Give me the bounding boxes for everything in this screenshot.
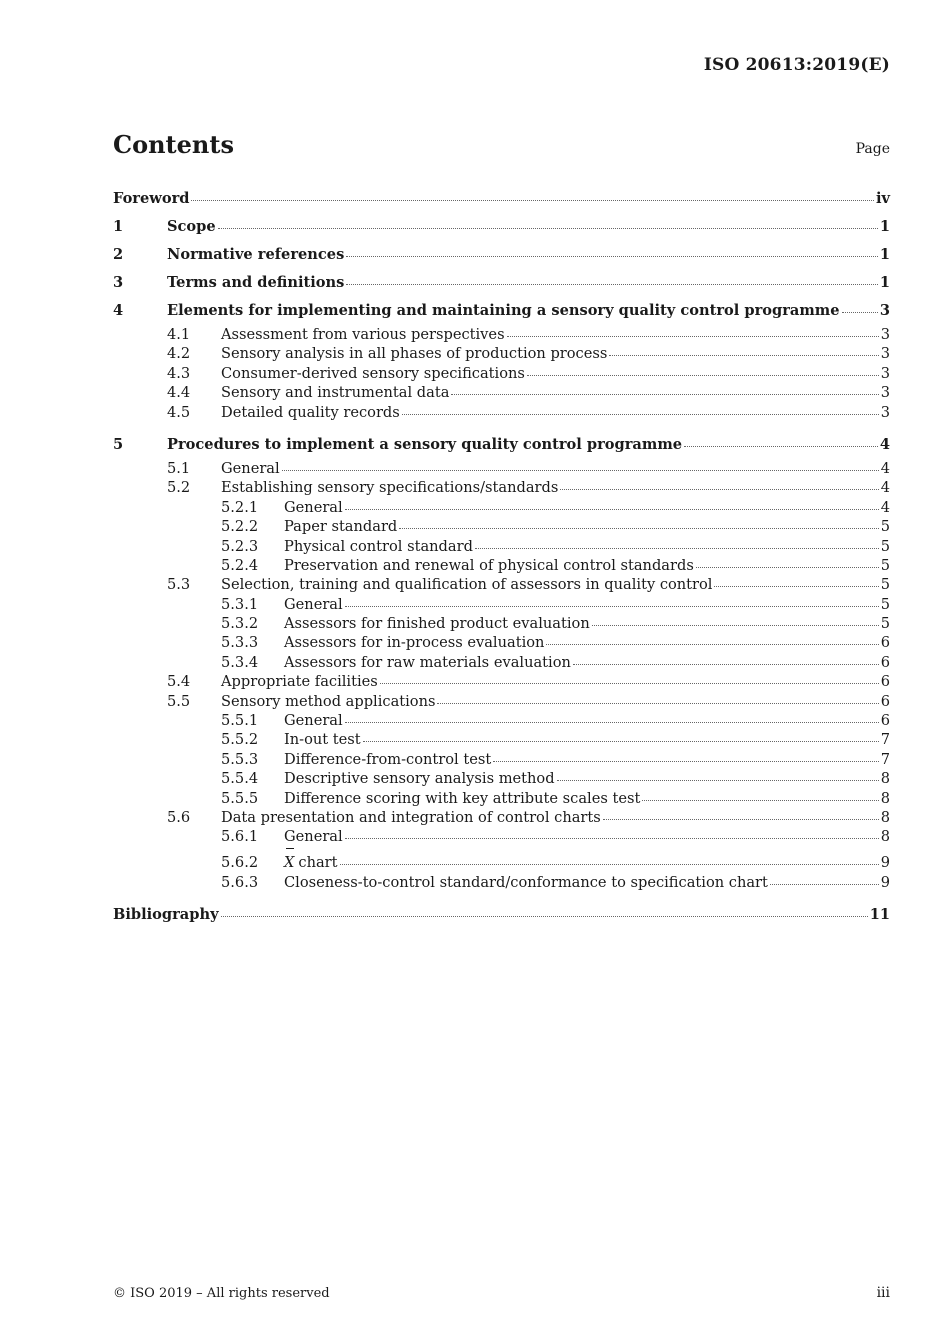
toc-entry[interactable] [113, 847, 890, 873]
toc-entry-page: 11 [869, 906, 890, 924]
dot-leader [573, 664, 879, 665]
toc-entry-title: Sensory and instrumental data [221, 384, 450, 402]
dot-leader [642, 800, 878, 801]
toc-entry-page: 3 [880, 384, 890, 402]
toc-entry-number: 5.2.4 [221, 556, 259, 574]
toc-entry-title: Terms and definitions [167, 274, 345, 291]
dot-leader [402, 414, 879, 415]
toc-entry-number: 5.2.2 [221, 518, 259, 536]
toc-entry[interactable] [113, 537, 890, 556]
toc-entry-number: 5.4 [167, 673, 191, 691]
toc-entry-page: 6 [880, 692, 890, 710]
page-number: iii [876, 1285, 890, 1301]
toc-entry[interactable] [113, 827, 890, 846]
toc-entry-number: 4.5 [167, 403, 191, 421]
dot-leader [345, 509, 879, 510]
dot-leader [546, 644, 878, 645]
toc-entry[interactable] [113, 431, 890, 459]
toc-entry-title: Establishing sensory specifications/standards [221, 479, 559, 497]
toc-entry[interactable] [113, 595, 890, 614]
toc-entry[interactable] [113, 653, 890, 672]
toc-entry-page: 5 [880, 537, 890, 555]
toc-entry-title: General [284, 828, 343, 846]
toc-entry-number: 5.3 [167, 576, 191, 594]
toc-entry-number: 5.3.2 [221, 615, 259, 633]
toc-entry-page: 4 [880, 498, 890, 516]
toc-entry-page: 5 [880, 595, 890, 613]
toc-entry-title: General [221, 459, 280, 477]
toc-entry-number: 4 [113, 302, 124, 319]
toc-entry-page: 5 [880, 556, 890, 574]
dot-leader [363, 741, 879, 742]
toc-entry-number: 3 [113, 274, 124, 291]
toc-entry-page: 8 [880, 789, 890, 807]
dot-leader [451, 394, 878, 395]
toc-entry[interactable] [113, 692, 890, 711]
toc-entry-number: 5.2 [167, 479, 191, 497]
toc-entry-number: 5.5.2 [221, 731, 259, 749]
dot-leader [437, 703, 878, 704]
toc-entry-title: Assessors for in-process evaluation [284, 634, 545, 652]
toc-entry[interactable] [113, 901, 890, 929]
toc-entry-title: Foreword [113, 190, 190, 207]
toc-entry-page: 8 [880, 770, 890, 788]
dot-leader [714, 586, 878, 587]
toc-entry-number: 5.1 [167, 459, 191, 477]
toc-entry-number: 5.6.1 [221, 828, 259, 846]
toc-entry[interactable] [113, 711, 890, 730]
dot-leader [696, 567, 879, 568]
toc-entry-title: Appropriate facilities [221, 673, 378, 691]
toc-entry[interactable] [113, 297, 890, 325]
toc-entry-page: 4 [880, 459, 890, 477]
toc-entry-page: 5 [880, 518, 890, 536]
toc-entry[interactable] [113, 517, 890, 536]
table-of-contents [113, 185, 890, 929]
dot-leader [340, 864, 879, 865]
dot-leader [346, 284, 877, 285]
toc-entry-page: 6 [880, 712, 890, 730]
toc-entry-number: 4.4 [167, 384, 191, 402]
toc-entry-title: Procedures to implement a sensory quality control programme [167, 435, 683, 453]
toc-entry-title: Difference-from-control test [284, 750, 492, 768]
toc-entry-page: 3 [880, 403, 890, 421]
toc-entry-page: 1 [879, 274, 890, 291]
toc-entry[interactable] [113, 364, 890, 383]
toc-entry-title: Scope [167, 218, 216, 235]
toc-entry-title: Assessors for raw materials evaluation [284, 653, 571, 671]
toc-entry-title: In-out test [284, 731, 361, 749]
toc-entry[interactable] [113, 614, 890, 633]
toc-entry-number: 2 [113, 246, 124, 263]
toc-entry-number: 5.6 [167, 808, 191, 826]
toc-entry-page: 3 [880, 326, 890, 343]
dot-leader [603, 819, 879, 820]
toc-entry[interactable] [113, 498, 890, 517]
toc-entry-title: Selection, training and qualification of assessors in quality control [221, 576, 713, 594]
toc-entry-title: Physical control standard [284, 537, 473, 555]
title-row [113, 130, 890, 159]
toc-entry-number: 5.6.3 [221, 873, 259, 891]
toc-entry-page: 7 [880, 750, 890, 768]
toc-entry-page: 4 [880, 479, 890, 497]
toc-entry-page: 1 [879, 246, 890, 263]
dot-leader [842, 312, 878, 313]
toc-entry-page: 9 [880, 873, 890, 891]
toc-entry-number: 5.3.3 [221, 634, 259, 652]
toc-entry[interactable] [113, 750, 890, 769]
toc-entry[interactable] [113, 241, 890, 269]
toc-entry-title: General [284, 595, 343, 613]
toc-entry[interactable] [113, 478, 890, 497]
dot-leader [346, 256, 878, 257]
toc-entry-title: Preservation and renewal of physical control standards [284, 556, 694, 574]
toc-entry-page: 9 [880, 853, 890, 871]
toc-entry-number: 4.1 [167, 326, 191, 343]
toc-entry-page: 1 [879, 218, 890, 235]
toc-entry-title: Paper standard [284, 518, 398, 536]
toc-entry[interactable] [113, 344, 890, 363]
dot-leader [345, 722, 879, 723]
toc-entry-title: General [284, 498, 343, 516]
toc-entry-page: 3 [880, 345, 890, 363]
dot-leader [527, 375, 879, 376]
dot-leader [493, 761, 878, 762]
page-column-label: Page [855, 141, 890, 157]
toc-entry[interactable] [113, 575, 890, 594]
toc-entry-page: 6 [880, 653, 890, 671]
toc-entry[interactable] [113, 325, 890, 344]
toc-entry-page: 6 [880, 673, 890, 691]
dot-leader [684, 446, 878, 447]
toc-entry-title: Normative references [167, 246, 345, 263]
toc-entry-title: Closeness-to-control standard/conformance to specification chart [284, 873, 768, 891]
toc-entry-page: 7 [880, 731, 890, 749]
dot-leader [282, 470, 879, 471]
page-footer [113, 1285, 890, 1301]
toc-entry[interactable] [113, 769, 890, 788]
dot-leader [345, 606, 879, 607]
toc-entry-page: 8 [880, 828, 890, 846]
toc-entry-number: 5 [113, 435, 124, 453]
toc-entry[interactable] [113, 185, 890, 213]
x-bar-symbol: X [284, 847, 294, 879]
toc-entry-number: 1 [113, 218, 124, 235]
toc-entry[interactable] [113, 213, 890, 241]
toc-entry-title: Descriptive sensory analysis method [284, 770, 555, 788]
toc-entry-number: 4.3 [167, 364, 191, 382]
toc-entry-page: 3 [880, 364, 890, 382]
toc-entry-title: Sensory analysis in all phases of production process [221, 345, 608, 363]
dot-leader [770, 884, 879, 885]
dot-leader [507, 336, 879, 337]
toc-entry-title: Data presentation and integration of control charts [221, 808, 601, 826]
toc-entry[interactable] [113, 873, 890, 892]
dot-leader [399, 528, 878, 529]
toc-entry-page: 6 [880, 634, 890, 652]
toc-entry-page: 8 [880, 808, 890, 826]
toc-entry-title-text: chart [298, 853, 338, 871]
toc-entry[interactable] [113, 269, 890, 297]
dot-leader [345, 838, 879, 839]
toc-entry[interactable] [113, 459, 890, 478]
toc-entry-number: 5.5.5 [221, 789, 259, 807]
toc-entry-title: General [284, 712, 343, 730]
dot-leader [191, 200, 874, 201]
toc-entry-number: 5.5.4 [221, 770, 259, 788]
toc-entry[interactable] [113, 403, 890, 422]
toc-entry-page: 4 [879, 435, 890, 453]
dot-leader [218, 228, 878, 229]
toc-entry-title: Assessors for finished product evaluation [284, 615, 590, 633]
dot-leader [221, 916, 868, 917]
toc-entry-number: 5.5.3 [221, 750, 259, 768]
dot-leader [380, 683, 879, 684]
toc-entry-title: Bibliography [113, 906, 219, 924]
toc-entry[interactable] [113, 789, 890, 808]
toc-entry-number: 5.2.1 [221, 498, 259, 516]
toc-entry-number: 5.6.2 [221, 853, 259, 871]
toc-entry-number: 5.5.1 [221, 712, 259, 730]
dot-leader [560, 489, 878, 490]
toc-entry-page: 5 [880, 576, 890, 594]
toc-entry-number: 5.5 [167, 692, 191, 710]
toc-entry-title: Consumer-derived sensory specifications [221, 364, 525, 382]
document-code: ISO 20613:2019(E) [703, 55, 890, 75]
dot-leader [557, 780, 879, 781]
toc-entry-title: Elements for implementing and maintaining a sensory quality control programme [167, 302, 840, 319]
copyright-notice: © ISO 2019 – All rights reserved [113, 1286, 330, 1301]
toc-entry[interactable] [113, 730, 890, 749]
toc-entry-title: Sensory method applications [221, 692, 436, 710]
toc-entry-title: Detailed quality records [221, 403, 400, 421]
dot-leader [475, 548, 879, 549]
toc-entry[interactable] [113, 808, 890, 827]
dot-leader [609, 355, 878, 356]
toc-entry[interactable] [113, 383, 890, 402]
toc-entry-title: Assessment from various perspectives [221, 326, 505, 343]
toc-entry-number: 5.3.4 [221, 653, 259, 671]
toc-entry-title: Difference scoring with key attribute scales test [284, 789, 641, 807]
dot-leader [592, 625, 879, 626]
toc-entry-page: 5 [880, 615, 890, 633]
toc-entry-number: 5.3.1 [221, 595, 259, 613]
toc-entry-number: 5.2.3 [221, 537, 259, 555]
toc-entry-page: iv [875, 190, 890, 207]
toc-entry-number: 4.2 [167, 345, 191, 363]
toc-entry[interactable] [113, 633, 890, 652]
toc-entry[interactable] [113, 556, 890, 575]
toc-entry-page: 3 [879, 302, 890, 319]
page-title: Contents [113, 130, 234, 159]
toc-entry[interactable] [113, 672, 890, 691]
